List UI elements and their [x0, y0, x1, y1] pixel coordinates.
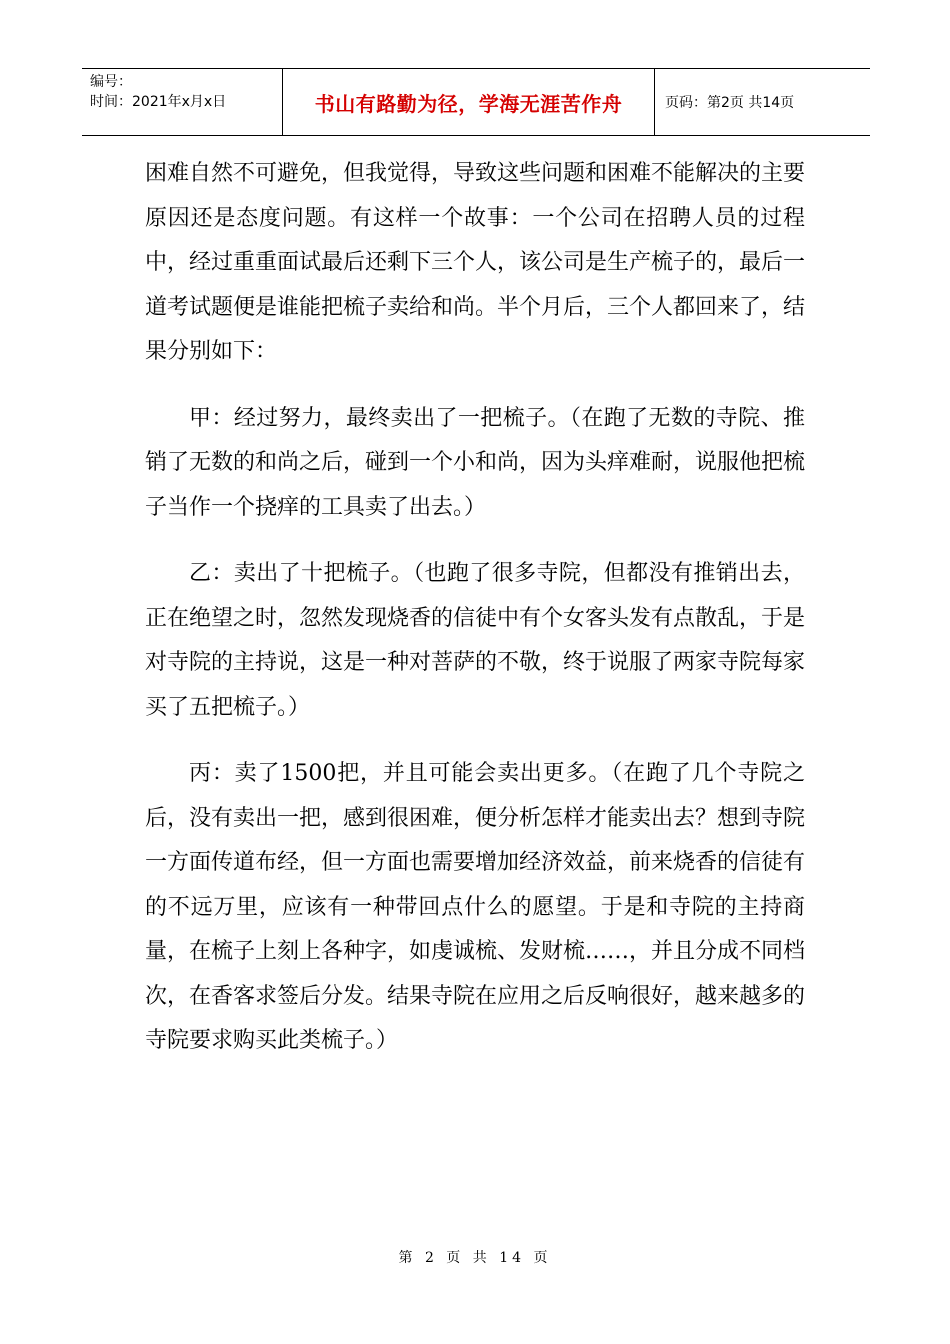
document-date: 时间：2021年x月x日 — [90, 94, 227, 110]
header-meta-cell — [82, 69, 283, 135]
document-body — [145, 152, 805, 1064]
document-number-label: 编号： — [90, 74, 132, 90]
paragraph-person-c: 丙：卖了1500把，并且可能会卖出更多。（在跑了几个寺院之后，没有卖出一把，感到很困难，便分析怎样才能卖出去？想到寺院一方面传道布经，但一方面也需要增加经济效益，前来烧香的信徒有的不远万里，应该有一种带回点什么的愿望。于是和寺院的主持商量，在梳子上刻上各种字，如虔诚梳、发财梳……，并且分成不同档次，在香客求签后分发。结果寺院在应用之后反响很好，越来越多的寺院要求购买此类梳子。） — [145, 761, 806, 1053]
header-motto: 书山有路勤为径，学海无涯苦作舟 — [283, 69, 655, 135]
page-header — [82, 68, 870, 136]
paragraph-person-a: 甲：经过努力，最终卖出了一把梳子。（在跑了无数的寺院、推销了无数的和尚之后，碰到一个小和尚，因为头痒难耐，说服他把梳子当作一个挠痒的工具卖了出去。） — [145, 405, 806, 520]
header-page-info: 页码：第2页 共14页 — [665, 95, 795, 111]
page-footer: 第 2 页 共 14 页 — [398, 1250, 552, 1266]
paragraph-intro: 困难自然不可避免，但我觉得，导致这些问题和困难不能解决的主要原因还是态度问题。有这样一个故事：一个公司在招聘人员的过程中，经过重重面试最后还剩下三个人，该公司是生产梳子的，最后一道考试题便是谁能把梳子卖给和尚。半个月后，三个人都回来了，结果分别如下： — [145, 161, 806, 364]
paragraph-person-b: 乙：卖出了十把梳子。（也跑了很多寺院，但都没有推销出去，正在绝望之时，忽然发现烧香的信徒中有个女客头发有点散乱，于是对寺院的主持说，这是一种对菩萨的不敬，终于说服了两家寺院每家买了五把梳子。） — [145, 561, 806, 720]
